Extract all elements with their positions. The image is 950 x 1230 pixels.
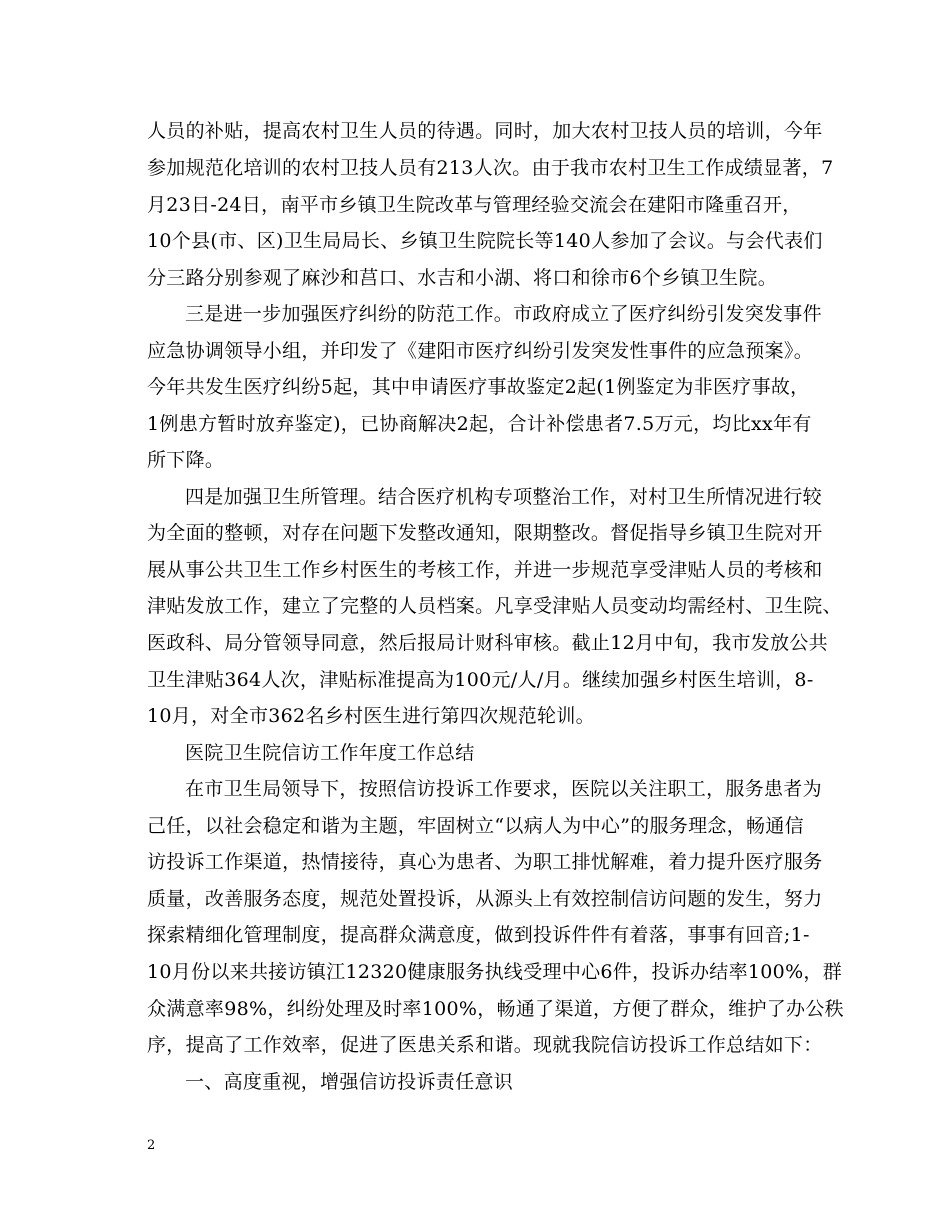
text-line: 津贴发放工作，建立了完整的人员档案。凡享受津贴人员变动均需经村、卫生院、 [147,595,842,617]
text-line: 所下降。 [147,449,225,471]
section-heading: 一、高度重视，增强信访投诉责任意识 [185,1071,514,1093]
text-line: 卫生津贴364人次，津贴标准提高为100元/人/月。继续加强乡村医生培训，8- [147,669,814,691]
text-line: 己任，以社会稳定和谐为主题，牢固树立“以病人为中心”的服务理念，畅通信 [147,815,804,837]
text-line: 质量，改善服务态度，规范处置投诉，从源头上有效控制信访问题的发生，努力 [147,888,823,910]
text-line: 人员的补贴，提高农村卫生人员的待遇。同时，加大农村卫技人员的培训，今年 [147,120,823,142]
text-line: 1例患方暂时放弃鉴定)，已协商解决2起，合计补偿患者7.5万元，均比xx年有 [147,413,812,435]
paragraph-first-line: 四是加强卫生所管理。结合医疗机构专项整治工作，对村卫生所情况进行较 [185,486,822,508]
text-line: 应急协调领导小组，并印发了《建阳市医疗纠纷引发突发性事件的应急预案》。 [147,340,814,362]
text-line: 月23日-24日，南平市乡镇卫生院改革与管理经验交流会在建阳市隆重召开， [147,194,802,216]
text-line: 分三路分别参观了麻沙和莒口、水吉和小湖、将口和徐市6个乡镇卫生院。 [147,267,777,289]
text-line: 今年共发生医疗纠纷5起，其中申请医疗事故鉴定2起(1例鉴定为非医疗事故， [147,376,810,398]
text-line: 10个县(市、区)卫生局局长、乡镇卫生院院长等140人参加了会议。与会代表们 [147,230,823,252]
text-line: 10月，对全市362名乡村医生进行第四次规范轮训。 [147,705,595,727]
section-title: 医院卫生院信访工作年度工作总结 [185,742,475,764]
text-line: 为全面的整顿，对存在问题下发整改通知，限期整改。督促指导乡镇卫生院对开 [147,522,823,544]
paragraph-first-line: 三是进一步加强医疗纠纷的防范工作。市政府成立了医疗纠纷引发突发事件 [185,303,822,325]
text-line: 探索精细化管理制度，提高群众满意度，做到投诉件件有着落，事事有回音;1- [147,924,810,946]
text-line: 展从事公共卫生工作乡村医生的考核工作，并进一步规范享受津贴人员的考核和 [147,559,823,581]
page-number: 2 [147,1138,156,1153]
text-line: 医政科、局分管领导同意，然后报局计财科审核。截止12月中旬，我市发放公共 [147,632,828,654]
text-line: 10月份以来共接访镇江12320健康服务执线受理中心6件，投诉办结率100%，群 [147,961,843,983]
text-line: 序，提高了工作效率，促进了医患关系和谐。现就我院信访投诉工作总结如下： [147,1034,823,1056]
text-line: 访投诉工作渠道，热情接待，真心为患者、为职工排忧解难，着力提升医疗服务 [147,851,823,873]
text-line: 参加规范化培训的农村卫技人员有213人次。由于我市农村卫生工作成绩显著，7 [147,157,834,179]
text-line: 众满意率98%，纠纷处理及时率100%，畅通了渠道，方便了群众，维护了办公秩 [147,998,844,1020]
paragraph-first-line: 在市卫生局领导下，按照信访投诉工作要求，医院以关注职工，服务患者为 [185,778,822,800]
